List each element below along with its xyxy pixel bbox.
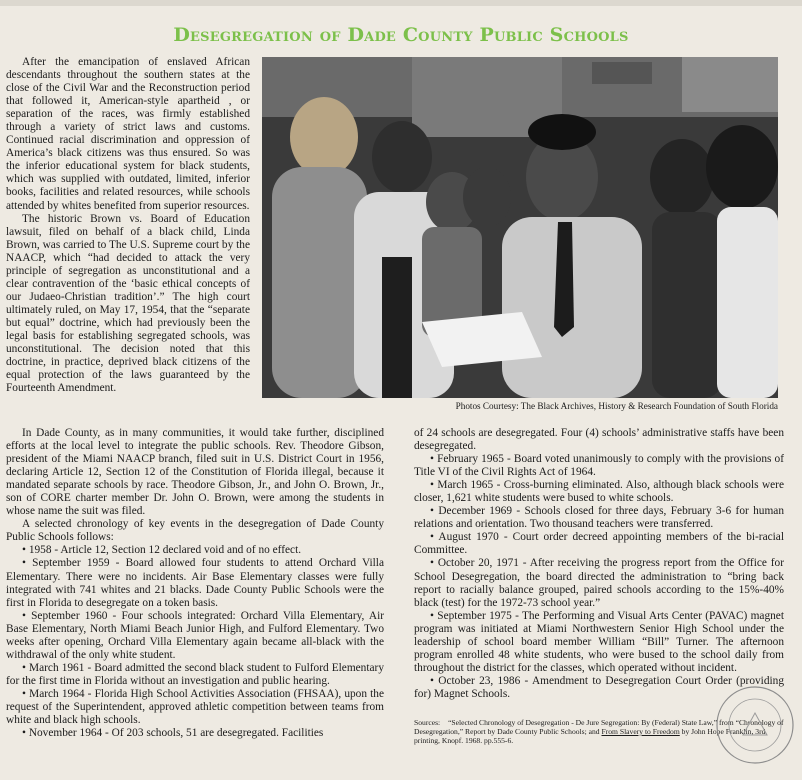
chronology-item-text: October 20, 1971 - After receiving the progress report from the Office for School Desegregation, the board directed the administration to “bring back report to racially balance grouped, paired schools according to the 15%-40% black (test) for the 1972-73 school year.” (414, 557, 784, 609)
chronology-item-text: September 1959 - Board allowed four students to attend Orchard Villa Elementary. There were no incidents. Air Base Elementary classes were fully integrated with 741 whites and 21 blacks. Dade County Public Schools were the first in Florida to desegregate on a token basis. (6, 557, 384, 609)
intro-paragraph-1: After the emancipation of enslaved African descendants throughout the southern states at the close of the Civil War and the Reconstruction period that followed it, American-style apartheid , or separation of the races, was firmly established through a variety of strict laws and customs. Continued racial discrimination and oppression of America’s black citizens was thus ensured. So was the inferior educational system for black students, which was supplied with outdated, limited, inferior books, facilities and related resources, while schools attended by whites benefited from superior resources. (6, 56, 250, 212)
chronology-item: • October 23, 1986 - Amendment to Desegregation Court Order (providing for) Magnet Schools. (414, 674, 784, 700)
chronology-item-text: August 1970 - Court order decreed appointing members of the bi-racial Committee. (414, 531, 784, 557)
chronology-item: • September 1959 - Board allowed four students to attend Orchard Villa Elementary. There were no incidents. Air Base Elementary classes were fully integrated with 741 whites and 21 blacks. Dade County Public Schools were the first in Florida to desegregate on a token basis. (6, 557, 384, 609)
chronology-item: • December 1969 - Schools closed for three days, February 3-6 for human relations and orientation. Two thousand teachers were transferred. (414, 505, 784, 531)
chronology-column-1 (6, 427, 384, 753)
top-edge (0, 0, 802, 6)
students-photo (262, 57, 778, 398)
chronology-item: • March 1964 - Florida High School Activities Association (FHSAA), upon the request of the Superintendent, approved athletic competition between teams from white and black high schools. (6, 687, 384, 727)
sources-text-1: “Selected Chronology of Desegregation - De Jure Segregation: By (Federal) State Law,” from “Chronology of Desegregation,” Report by Dade County Public Schools; and (414, 718, 784, 736)
chronology-item: • September 1960 - Four schools integrated: Orchard Villa Elementary, Air Base Elementary, North Miami Beach Junior High, and Fulford Elementary. Two weeks after opening, Orchard Villa Elementary again became all-black with the withdrawal of the only white student. (6, 609, 384, 661)
chronology-item-text: March 1964 - Florida High School Activities Association (FHSAA), upon the request of the Superintendent, approved athletic competition between teams from white and black high schools. (6, 687, 384, 727)
chronology-item-text: February 1965 - Board voted unanimously to comply with the provisions of Title VI of the Civil Rights Act of 1964. (414, 453, 784, 479)
chronology-item: • February 1965 - Board voted unanimously to comply with the provisions of Title VI of the Civil Rights Act of 1964. (414, 453, 784, 479)
sources-label: Sources: (414, 718, 441, 727)
chronology-item-text: March 1961 - Board admitted the second black student to Fulford Elementary for the first time in Florida without an investigation and public hearing. (6, 661, 384, 687)
chronology-item-text: September 1975 - The Performing and Visual Arts Center (PAVAC) magnet program was initiated at Miami Northwestern Senior High School under the leadership of school board member William “Bill” Turner. The afternoon program enrolled 48 white students, who were bused to the school daily from throughout the district for the classes, which operated without incident. (414, 609, 784, 674)
chronology-item-text: March 1965 - Cross-burning eliminated. Also, although black schools were closer, 1,621 white students were bused to white schools. (414, 479, 784, 505)
sources-text-2: by John Hope Franklin, 3rd printing, Knopf. 1968. pp.555-6. (414, 727, 766, 745)
chronology-item-text: November 1964 - Of 203 schools, 51 are desegregated. Facilities (28, 727, 324, 740)
chronology-item-text: December 1969 - Schools closed for three days, February 3-6 for human relations and orientation. Two thousand teachers were transferred. (414, 505, 784, 531)
chronology-item-text: September 1960 - Four schools integrated: Orchard Villa Elementary, Air Base Elementary, North Miami Beach Junior High, and Fulford Elementary. Two weeks after opening, Orchard Villa Elementary again became all-black with the withdrawal of the only white student. (6, 609, 384, 661)
chronology-item: • March 1965 - Cross-burning eliminated. Also, although black schools were closer, 1,621 white students were bused to white schools. (414, 479, 784, 505)
county-paragraph: In Dade County, as in many communities, it would take further, disciplined efforts at the local level to integrate the public schools. Rev. Theodore Gibson, president of the Miami NAACP branch, filed suit in U.S. District Court in 1956, declaring Article 12, Section 12 of the Constitution of Florida illegal, because it mandated separate schools by race. Theodore Gibson, Jr., and John O. Brown, Jr., son of CORE charter member Dr. John O. Brown, were among the students in whose name the suit was filed. (6, 427, 384, 518)
chronology-item: • November 1964 - Of 203 schools, 51 are desegregated. Facilities (22, 727, 324, 740)
photo-caption: Photos Courtesy: The Black Archives, History & Research Foundation of South Florida (455, 401, 778, 411)
photo-illustration (262, 57, 778, 398)
chronology-continued: of 24 schools are desegregated. Four (4) schools’ administrative staffs have been desegregated. (414, 427, 784, 453)
chronology-item-text: 1958 - Article 12, Section 12 declared void and of no effect. (28, 544, 302, 557)
chronology-intro: A selected chronology of key events in the desegregation of Dade County Public Schools follows: (6, 518, 384, 544)
sources-book-title: From Slavery to Freedom (601, 727, 680, 736)
page-title: Desegregation of Dade County Public Schools (173, 24, 629, 46)
chronology-item: • 1958 - Article 12, Section 12 declared void and of no effect. (22, 544, 302, 557)
archive-stamp (713, 683, 797, 767)
chronology-item-text: October 23, 1986 - Amendment to Desegregation Court Order (providing for) Magnet Schools. (414, 674, 784, 700)
chronology-item: • October 20, 1971 - After receiving the progress report from the Office for School Desegregation, the board directed the administration to “bring back report to racially balance grouped, paired schools according to the 15%-40% black (test) for the 1972-73 school year.” (414, 557, 784, 609)
intro-column (6, 56, 250, 428)
chronology-item: • September 1975 - The Performing and Visual Arts Center (PAVAC) magnet program was initiated at Miami Northwestern Senior High School under the leadership of school board member William “Bill” Turner. The afternoon program enrolled 48 white students, who were bused to the school daily from throughout the district for the classes, which operated without incident. (414, 609, 784, 674)
archive-seal-icon (713, 683, 797, 767)
chronology-item: • March 1961 - Board admitted the second black student to Fulford Elementary for the first time in Florida without an investigation and public hearing. (6, 661, 384, 687)
chronology-item: • August 1970 - Court order decreed appointing members of the bi-racial Committee. (414, 531, 784, 557)
chronology-column-2 (414, 427, 784, 715)
intro-paragraph-2: The historic Brown vs. Board of Education lawsuit, filed on behalf of a black child, Linda Brown, was carried to The U.S. Supreme court by the NAACP, which “had decided to attack the very principle of segregation as unconstitutional and a clear contravention of the ‘basic ethical concepts of our Judaeo-Christian tradition’.” The high court ultimately ruled, on May 17, 1954, that the “separate but equal” doctrine, which had previously been the legal basis for establishing segregated schools, was unconstitutional. The decision noted that this doctrine, in practice, deprived black citizens of the equal protection of the laws guaranteed by the Fourteenth Amendment. (6, 212, 250, 395)
